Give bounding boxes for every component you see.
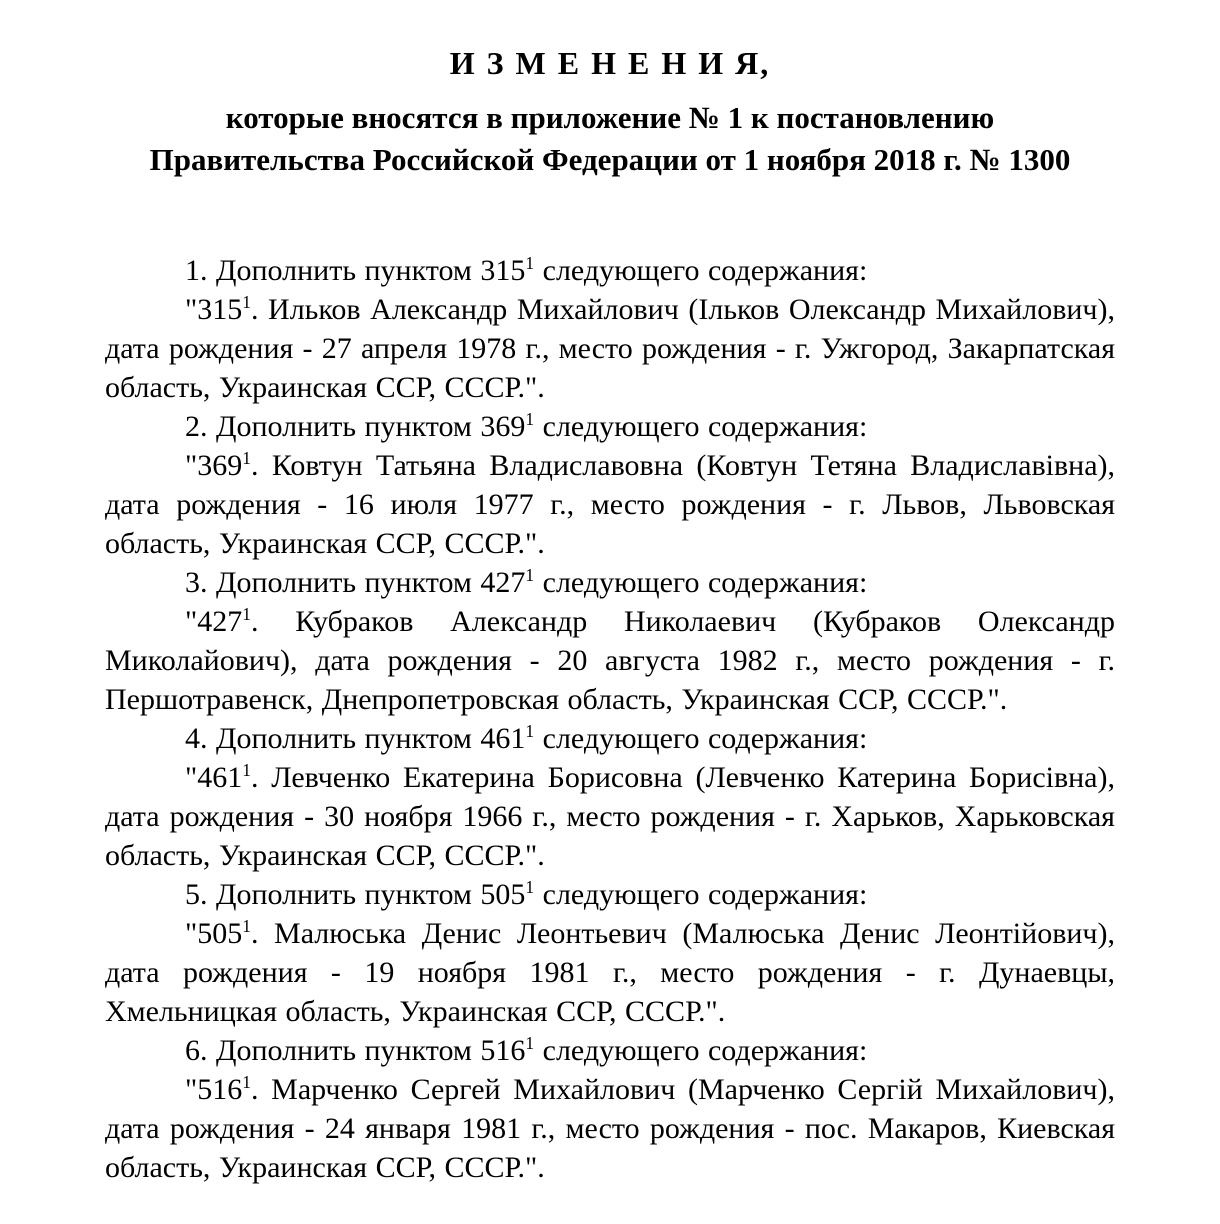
- intro-text: 5. Дополнить пунктом 505: [185, 878, 526, 911]
- document-title: И З М Е Н Е Н И Я,: [449, 45, 771, 81]
- superscript: 1: [525, 721, 535, 741]
- amendment-intro-3: [105, 563, 1115, 602]
- document-subtitle-line-1: которые вносятся в приложение № 1 к постановлению: [225, 100, 995, 135]
- body-point-number: "315: [185, 293, 243, 326]
- amendment-item-1: [105, 251, 1115, 407]
- intro-text: 2. Дополнить пунктом 369: [185, 410, 526, 443]
- intro-text-after: следующего содержания:: [534, 722, 868, 755]
- superscript: 1: [242, 760, 251, 780]
- document-subtitle: [105, 97, 1115, 181]
- body-text: . Марченко Сергей Михайлович (Марченко Сергій Михайлович), дата рождения - 24 января 1981 г., место рождения - пос. Макаров, Киевская область, Украинская ССР, СССР.".: [105, 1073, 1115, 1184]
- body-text: . Ильков Александр Михайлович (Ільков Олександр Михайлович), дата рождения - 27 апреля 1978 г., место рождения - г. Ужгород, Закарпатская область, Украинская ССР, СССР.".: [105, 293, 1115, 404]
- amendment-intro-6: [105, 1031, 1115, 1070]
- intro-text-after: следующего содержания:: [534, 410, 868, 443]
- amendment-body-1: [105, 290, 1115, 407]
- body-text: . Малюська Денис Леонтьевич (Малюська Денис Леонтійович), дата рождения - 19 ноября 1981 г., место рождения - г. Дунаевцы, Хмельницкая область, Украинская ССР, СССР.".: [105, 917, 1115, 1028]
- amendment-item-2: [105, 407, 1115, 563]
- superscript: 1: [242, 916, 251, 936]
- amendment-body-5: [105, 914, 1115, 1031]
- amendment-intro-5: [105, 875, 1115, 914]
- intro-text: 4. Дополнить пунктом 461: [185, 722, 526, 755]
- body-point-number: "369: [185, 449, 243, 482]
- amendment-item-6: [105, 1031, 1115, 1187]
- body-text: . Ковтун Татьяна Владиславовна (Ковтун Тетяна Владиславівна), дата рождения - 16 июля 1977 г., место рождения - г. Львов, Львовская область, Украинская ССР, СССР.".: [105, 449, 1115, 560]
- superscript: 1: [525, 253, 535, 273]
- superscript: 1: [242, 292, 251, 312]
- superscript: 1: [242, 604, 251, 624]
- amendment-body-6: [105, 1070, 1115, 1187]
- amendments-list: [105, 251, 1115, 1187]
- body-point-number: "461: [185, 761, 243, 794]
- body-point-number: "516: [185, 1073, 243, 1106]
- body-text: . Кубраков Александр Николаевич (Кубраков Олександр Миколайович), дата рождения - 20 августа 1982 г., место рождения - г. Першотравенск, Днепропетровская область, Украинская ССР, СССР.".: [105, 605, 1115, 716]
- intro-text: 3. Дополнить пунктом 427: [185, 566, 526, 599]
- superscript: 1: [525, 1033, 535, 1053]
- superscript: 1: [525, 565, 535, 585]
- superscript: 1: [242, 448, 251, 468]
- body-text: . Левченко Екатерина Борисовна (Левченко Катерина Борисівна), дата рождения - 30 ноября 1966 г., место рождения - г. Харьков, Харьковская область, Украинская ССР, СССР.".: [105, 761, 1115, 872]
- superscript: 1: [242, 1072, 251, 1092]
- body-point-number: "505: [185, 917, 243, 950]
- amendment-intro-1: [105, 251, 1115, 290]
- superscript: 1: [525, 877, 535, 897]
- superscript: 1: [525, 409, 535, 429]
- intro-text-after: следующего содержания:: [534, 878, 868, 911]
- amendment-body-4: [105, 758, 1115, 875]
- intro-text-after: следующего содержания:: [534, 1034, 868, 1067]
- amendment-item-3: [105, 563, 1115, 719]
- amendment-body-3: [105, 602, 1115, 719]
- document-subtitle-line-2: Правительства Российской Федерации от 1 ноября 2018 г. № 1300: [149, 142, 1071, 177]
- intro-text-after: следующего содержания:: [534, 254, 868, 287]
- amendment-item-4: [105, 719, 1115, 875]
- intro-text: 1. Дополнить пунктом 315: [185, 254, 526, 287]
- intro-text-after: следующего содержания:: [534, 566, 868, 599]
- intro-text: 6. Дополнить пунктом 516: [185, 1034, 526, 1067]
- amendment-body-2: [105, 446, 1115, 563]
- body-point-number: "427: [185, 605, 243, 638]
- amendment-intro-2: [105, 407, 1115, 446]
- amendment-intro-4: [105, 719, 1115, 758]
- amendment-item-5: [105, 875, 1115, 1031]
